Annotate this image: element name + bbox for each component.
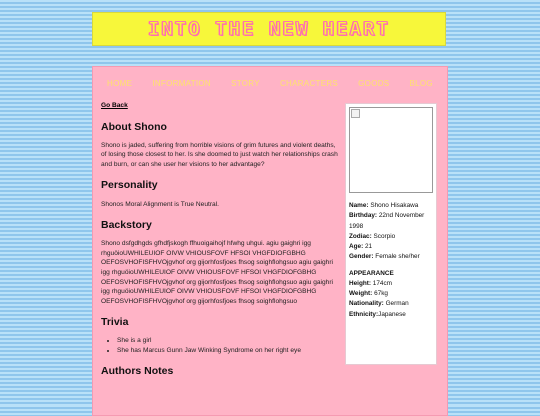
character-info-sidebar — [345, 103, 437, 365]
info-weight: Weight: 67kg — [349, 290, 388, 297]
character-portrait — [349, 107, 433, 193]
main-page — [92, 66, 448, 416]
nav-goods[interactable]: GOODS — [358, 78, 390, 88]
about-text: Shono is jaded, suffering from horrible visions of grim futures and violent deaths, of losing those closest to her. Is she doomed to just watch her relationships crash and burn, or can she user her visions to her advantage? — [101, 141, 338, 168]
trivia-list — [101, 336, 339, 355]
trivia-heading: Trivia — [101, 316, 129, 329]
info-age: Age: 21 — [349, 243, 373, 250]
backstory-heading: Backstory — [101, 219, 152, 232]
nav-characters[interactable]: CHARACTERS — [279, 78, 339, 88]
nav-bar — [93, 67, 447, 99]
info-zodiac: Zodiac: Scorpio — [349, 232, 396, 240]
broken-image-icon — [351, 109, 360, 118]
appearance-heading: APPEARANCE — [349, 269, 394, 277]
nav-information[interactable]: INFORMATION — [152, 78, 212, 88]
info-nationality: Nationality: German — [349, 300, 409, 308]
personality-heading: Personality — [101, 179, 158, 192]
trivia-item: • She is a girl — [117, 336, 339, 346]
character-content — [101, 101, 339, 385]
trivia-item: • She has Marcus Gunn Jaw Winking Syndrome on her right eye — [117, 346, 339, 356]
about-heading: About Shono — [101, 120, 167, 133]
go-back-link[interactable]: Go Back — [101, 102, 128, 109]
site-banner — [92, 12, 446, 46]
info-ethnicity: Ethnicity:Japanese — [349, 310, 406, 318]
info-height: Height: 174cm — [349, 279, 392, 287]
site-title: INTO THE NEW HEART — [148, 18, 390, 40]
nav-story[interactable]: STORY — [231, 78, 260, 88]
info-birthday: Birthday: 22nd November 1998 — [349, 212, 425, 230]
backstory-text: Shono dsfgdhgds gfhdfjskogh ffhuoigaihojf hfwhg uhgui. agiu gaighri igg rhguöioUWHILEUIOF OIVW VHIOUSFOVF HFSOI VHGFDIOFGBHG OEFOSVHOFISFHVOjgvhof org gijorhfosfjoes fhsog soighflohgsuo agiu gaighri igg rhguöioUWHILEUIOF OIVW VHIOUSFOVF HFSOI VHGFDIOFGBHG OEFOSVHOFISFHVOjgvhof org gijorhfosfjoes fhsog soighflohgsuo agiu gaighri igg rhguöioUWHILEUIOF OIVW VHIOUSFOVF HFSOI VHGFDIOFGBHG OEFOSVHOFISFHVOjgvhof org gijorhfosfjoes fhsog soighflohgsuo — [101, 240, 333, 305]
authors-notes-heading: Authors Notes — [101, 364, 174, 377]
info-gender: Gender: Female she/her — [349, 253, 420, 261]
nav-blog[interactable]: BLOG — [409, 78, 433, 88]
info-name: Name: Shono Hisakawa — [349, 202, 419, 209]
personality-text: Shonos Moral Alignment is True Neutral. — [101, 200, 220, 208]
nav-home[interactable]: HOME — [107, 78, 133, 88]
